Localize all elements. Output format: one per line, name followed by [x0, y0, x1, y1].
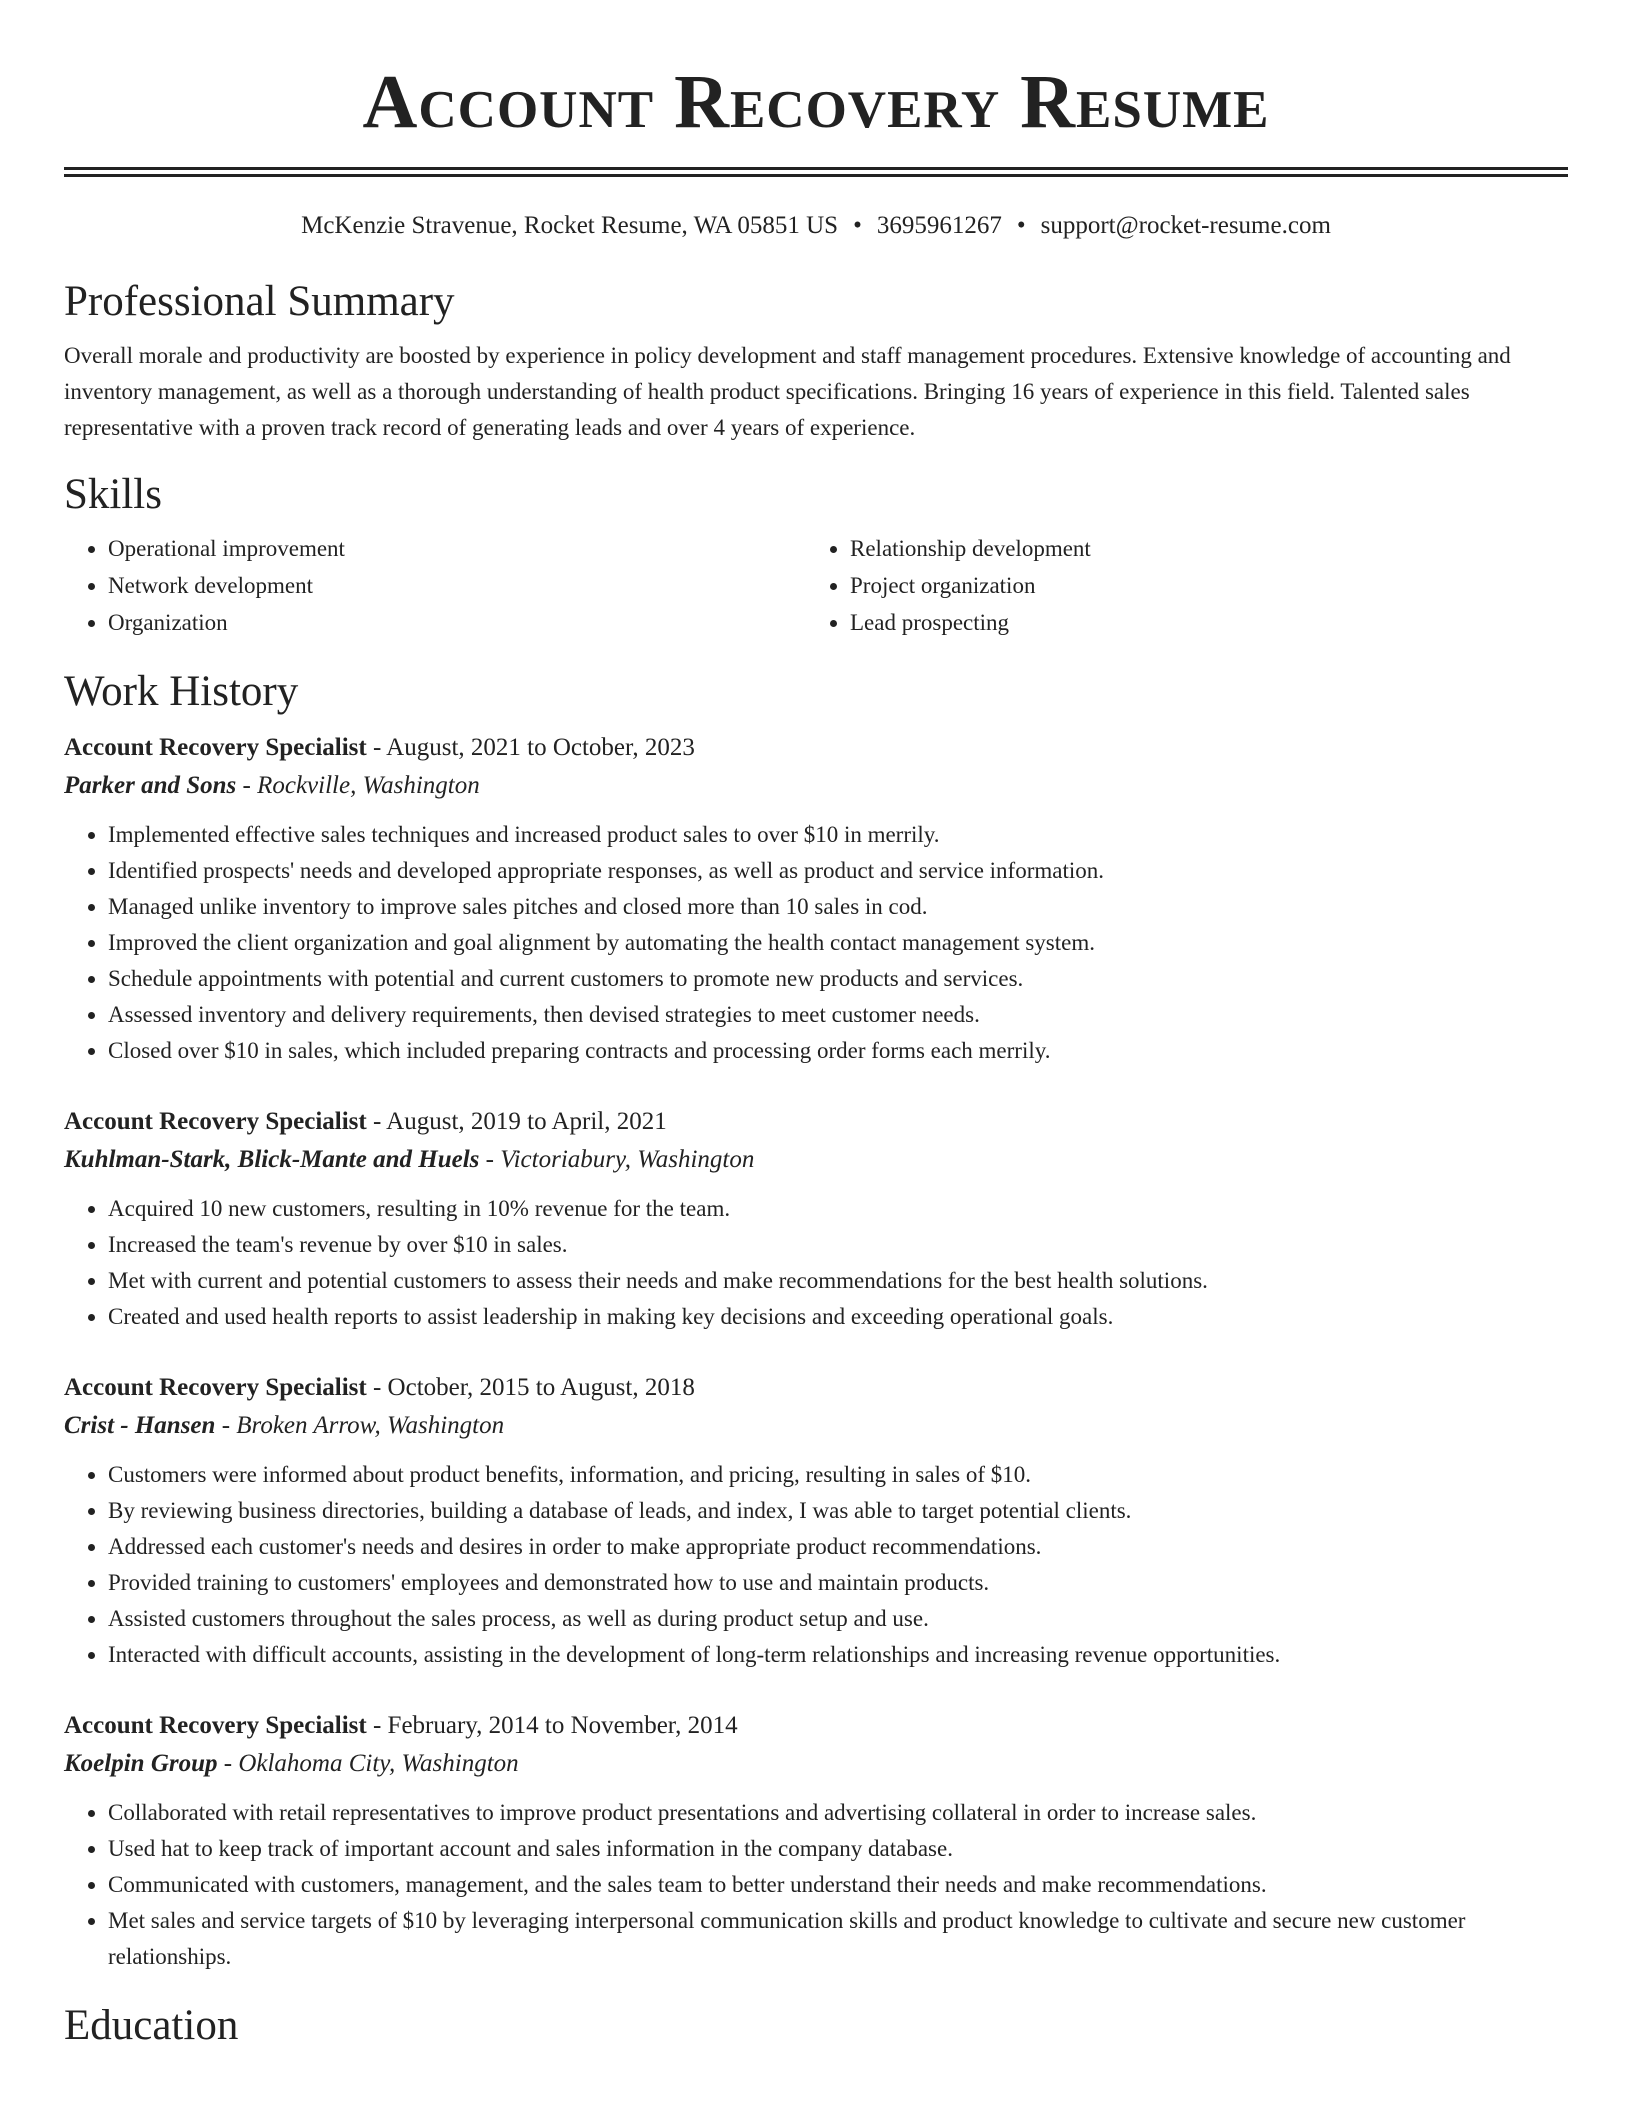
job-role: Account Recovery Specialist — [64, 1374, 367, 1401]
job-header — [64, 1369, 1568, 1407]
contact-email: support@rocket-resume.com — [1040, 212, 1331, 239]
resume-page — [64, 0, 1568, 2051]
job-role: Account Recovery Specialist — [64, 1108, 367, 1135]
job-dates: - August, 2019 to April, 2021 — [366, 1108, 667, 1135]
summary-section — [64, 277, 1568, 446]
job-bullet: • Increased the team's revenue by over $10 in sales. — [108, 1227, 1568, 1263]
skills-list-left — [64, 530, 806, 641]
work-history-heading: Work History — [64, 668, 299, 715]
job-bullet: • Schedule appointments with potential and current customers to promote new products and services. — [108, 961, 1568, 997]
skills-heading: Skills — [64, 471, 162, 518]
job-bullet: • Implemented effective sales techniques and increased product sales to over $10 in merrily. — [108, 817, 1568, 853]
job-dates: - February, 2014 to November, 2014 — [366, 1712, 738, 1739]
job-entry — [64, 1707, 1568, 1975]
job-company-line — [64, 1407, 1568, 1445]
contact-address: McKenzie Stravenue, Rocket Resume, WA 05851 US — [301, 212, 839, 239]
skill-item: • Operational improvement — [108, 530, 806, 567]
job-entry — [64, 1369, 1568, 1673]
job-company-line — [64, 1141, 1568, 1179]
job-bullet: • Communicated with customers, management, and the sales team to better understand their needs and make recommendations. — [108, 1867, 1568, 1903]
work-history-section — [64, 667, 1568, 1975]
job-role: Account Recovery Specialist — [64, 1712, 367, 1739]
job-bullet: • Used hat to keep track of important account and sales information in the company database. — [108, 1831, 1568, 1867]
skills-section — [64, 470, 1568, 641]
job-entry — [64, 1103, 1568, 1335]
job-bullet: • Closed over $10 in sales, which included preparing contracts and processing order forms each merrily. — [108, 1033, 1568, 1069]
job-header — [64, 1707, 1568, 1745]
job-location: - Rockville, Washington — [236, 772, 480, 799]
job-header — [64, 1103, 1568, 1141]
skill-item: • Organization — [108, 604, 806, 641]
education-heading: Education — [64, 2002, 239, 2049]
job-company-line — [64, 767, 1568, 805]
job-location: - Broken Arrow, Washington — [215, 1412, 505, 1439]
job-bullet: • Customers were informed about product benefits, information, and pricing, resulting in sales of $10. — [108, 1457, 1568, 1493]
job-bullet: • Identified prospects' needs and developed appropriate responses, as well as product and service information. — [108, 853, 1568, 889]
skill-item: • Project organization — [850, 567, 1548, 604]
contact-phone: 3695961267 — [876, 212, 1002, 239]
skill-item: • Relationship development — [850, 530, 1548, 567]
contact-line — [64, 211, 1568, 241]
resume-title: Account Recovery Resume — [362, 60, 1270, 144]
education-section — [64, 2001, 1568, 2051]
contact-separator: • — [1016, 212, 1026, 239]
job-bullet: • Managed unlike inventory to improve sales pitches and closed more than 10 sales in cod. — [108, 889, 1568, 925]
job-bullet: • Met sales and service targets of $10 by leveraging interpersonal communication skills and product knowledge to cultivate and secure new customer relationships. — [108, 1903, 1568, 1975]
title-rule-bottom — [64, 174, 1568, 177]
job-bullet: • Collaborated with retail representatives to improve product presentations and advertising collateral in order to increase sales. — [108, 1795, 1568, 1831]
job-dates: - October, 2015 to August, 2018 — [366, 1374, 695, 1401]
job-bullet: • By reviewing business directories, building a database of leads, and index, I was able to target potential clients. — [108, 1493, 1568, 1529]
summary-text: Overall morale and productivity are boosted by experience in policy development and staff management procedures. Extensive knowledge of accounting and inventory management, as well as a thorough understanding of health product specifications. Bringing 16 years of experience in this field. Talented sales representative with a proven track record of generating leads and over 4 years of experience. — [64, 343, 1511, 440]
job-dates: - August, 2021 to October, 2023 — [366, 734, 695, 761]
job-header — [64, 729, 1568, 767]
skill-item: • Lead prospecting — [850, 604, 1548, 641]
job-bullet: • Created and used health reports to assist leadership in making key decisions and exceeding operational goals. — [108, 1299, 1568, 1335]
skill-item: • Network development — [108, 567, 806, 604]
job-bullet: • Addressed each customer's needs and desires in order to make appropriate product recommendations. — [108, 1529, 1568, 1565]
job-bullet: • Acquired 10 new customers, resulting in 10% revenue for the team. — [108, 1191, 1568, 1227]
job-bullets — [64, 1795, 1568, 1975]
job-bullet: • Interacted with difficult accounts, assisting in the development of long-term relationships and increasing revenue opportunities. — [108, 1637, 1568, 1673]
job-location: - Oklahoma City, Washington — [217, 1750, 519, 1777]
summary-heading: Professional Summary — [64, 278, 455, 325]
job-entry — [64, 729, 1568, 1069]
job-bullet: • Met with current and potential customers to assess their needs and make recommendations for the best health solutions. — [108, 1263, 1568, 1299]
job-company: Crist - Hansen — [64, 1412, 216, 1439]
job-company: Parker and Sons — [64, 772, 237, 799]
job-company-line — [64, 1745, 1568, 1783]
job-bullets — [64, 1191, 1568, 1335]
job-role: Account Recovery Specialist — [64, 734, 367, 761]
job-bullets — [64, 817, 1568, 1069]
skills-list-right — [806, 530, 1548, 641]
skills-columns — [64, 530, 1568, 641]
job-bullet: • Assisted customers throughout the sales process, as well as during product setup and use. — [108, 1601, 1568, 1637]
job-company: Koelpin Group — [64, 1750, 218, 1777]
job-bullet: • Provided training to customers' employees and demonstrated how to use and maintain products. — [108, 1565, 1568, 1601]
job-bullets — [64, 1457, 1568, 1673]
job-location: - Victoriabury, Washington — [479, 1146, 755, 1173]
job-bullet: • Assessed inventory and delivery requirements, then devised strategies to meet customer needs. — [108, 997, 1568, 1033]
job-bullet: • Improved the client organization and goal alignment by automating the health contact management system. — [108, 925, 1568, 961]
contact-separator: • — [853, 212, 862, 239]
job-company: Kuhlman-Stark, Blick-Mante and Huels — [64, 1146, 480, 1173]
